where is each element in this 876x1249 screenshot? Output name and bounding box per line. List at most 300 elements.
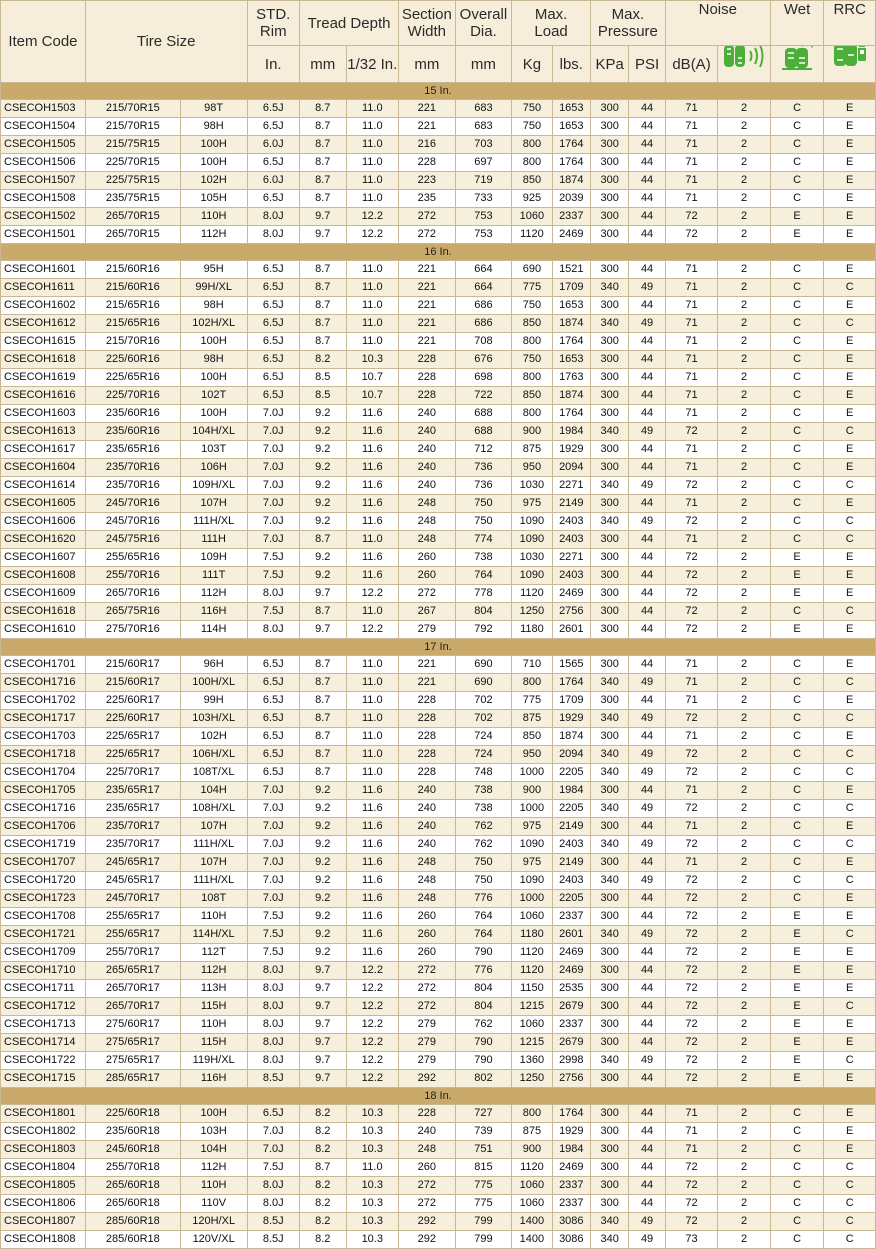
- overall-dia-cell: 708: [455, 333, 512, 351]
- table-row: [1, 405, 876, 423]
- max-pressure-psi-cell: 49: [629, 513, 665, 531]
- tire-size-cell: 215/65R16: [85, 297, 180, 315]
- tread-mm-cell: 9.2: [300, 441, 346, 459]
- table-row: [1, 746, 876, 764]
- std-rim-cell: 7.5J: [247, 567, 300, 585]
- max-pressure-kpa-cell: 300: [591, 585, 629, 603]
- item-code-cell: CSECOH1719: [1, 836, 86, 854]
- tire-size-cell: 265/75R16: [85, 603, 180, 621]
- item-code-cell: CSECOH1709: [1, 944, 86, 962]
- wet-grade-cell: E: [770, 1016, 824, 1034]
- load-speed-index-cell: 100H: [180, 154, 247, 172]
- load-speed-index-cell: 109H/XL: [180, 477, 247, 495]
- rrc-grade-cell: E: [824, 351, 876, 369]
- max-pressure-kpa-cell: 300: [591, 1016, 629, 1034]
- wet-grade-cell: C: [770, 674, 824, 692]
- noise-class-cell: 2: [718, 369, 771, 387]
- item-code-cell: CSECOH1723: [1, 890, 86, 908]
- section-width-cell: 248: [399, 513, 456, 531]
- max-load-lbs-cell: 1653: [552, 118, 590, 136]
- max-load-lbs-cell: 2271: [552, 477, 590, 495]
- section-width-cell: 240: [399, 459, 456, 477]
- load-speed-index-cell: 112H: [180, 1159, 247, 1177]
- item-code-cell: CSECOH1712: [1, 998, 86, 1016]
- tire-size-cell: 245/70R17: [85, 890, 180, 908]
- max-load-lbs-cell: 2094: [552, 746, 590, 764]
- max-pressure-kpa-cell: 300: [591, 998, 629, 1016]
- max-pressure-kpa-cell: 300: [591, 531, 629, 549]
- max-pressure-kpa-cell: 300: [591, 495, 629, 513]
- std-rim-cell: 7.0J: [247, 1123, 300, 1141]
- tread-mm-cell: 8.7: [300, 603, 346, 621]
- max-pressure-psi-cell: 49: [629, 423, 665, 441]
- section-width-cell: 221: [399, 315, 456, 333]
- noise-class-cell: 2: [718, 962, 771, 980]
- rrc-grade-cell: C: [824, 477, 876, 495]
- overall-dia-cell: 702: [455, 710, 512, 728]
- std-rim-cell: 6.5J: [247, 1105, 300, 1123]
- noise-dba-cell: 72: [665, 585, 718, 603]
- overall-dia-cell: 776: [455, 890, 512, 908]
- table-row: [1, 279, 876, 297]
- std-rim-cell: 7.5J: [247, 908, 300, 926]
- table-row: [1, 261, 876, 279]
- wet-grade-cell: C: [770, 351, 824, 369]
- std-rim-cell: 6.0J: [247, 136, 300, 154]
- load-speed-index-cell: 98T: [180, 100, 247, 118]
- rrc-grade-cell: C: [824, 1195, 876, 1213]
- tire-size-cell: 225/60R17: [85, 710, 180, 728]
- rrc-grade-cell: E: [824, 728, 876, 746]
- max-load-kg-cell: 1060: [512, 208, 552, 226]
- tread-32in-cell: 11.0: [346, 674, 399, 692]
- max-load-kg-cell: 1060: [512, 1195, 552, 1213]
- noise-dba-cell: 72: [665, 746, 718, 764]
- max-pressure-psi-cell: 44: [629, 980, 665, 998]
- overall-dia-cell: 736: [455, 459, 512, 477]
- tread-mm-cell: 8.7: [300, 261, 346, 279]
- item-code-cell: CSECOH1721: [1, 926, 86, 944]
- tread-32in-cell: 11.6: [346, 908, 399, 926]
- max-pressure-psi-cell: 49: [629, 836, 665, 854]
- std-rim-cell: 8.0J: [247, 208, 300, 226]
- max-pressure-psi-cell: 44: [629, 656, 665, 674]
- max-pressure-psi-cell: 44: [629, 369, 665, 387]
- noise-dba-cell: 71: [665, 333, 718, 351]
- tread-32in-cell: 10.3: [346, 351, 399, 369]
- tire-size-cell: 235/70R17: [85, 818, 180, 836]
- rrc-header: RRC: [824, 1, 876, 46]
- item-code-cell: CSECOH1705: [1, 782, 86, 800]
- std-rim-cell: 6.5J: [247, 279, 300, 297]
- overall-dia-cell: 778: [455, 585, 512, 603]
- max-pressure-psi-cell: 44: [629, 441, 665, 459]
- tread-32in-cell: 11.6: [346, 405, 399, 423]
- max-pressure-kpa-cell: 300: [591, 154, 629, 172]
- max-load-lbs-cell: 1764: [552, 136, 590, 154]
- tire-size-cell: 215/60R17: [85, 674, 180, 692]
- load-speed-index-cell: 114H: [180, 621, 247, 639]
- tire-size-cell: 235/70R16: [85, 477, 180, 495]
- noise-class-cell: 2: [718, 567, 771, 585]
- item-code-cell: CSECOH1604: [1, 459, 86, 477]
- max-load-kg-cell: 900: [512, 1141, 552, 1159]
- noise-class-cell: 2: [718, 656, 771, 674]
- max-pressure-psi-cell: 44: [629, 1105, 665, 1123]
- max-load-lbs-cell: 1709: [552, 692, 590, 710]
- std-rim-cell: 8.0J: [247, 621, 300, 639]
- max-pressure-psi-cell: 44: [629, 1195, 665, 1213]
- section-width-cell: 272: [399, 962, 456, 980]
- std-rim-cell: 6.5J: [247, 387, 300, 405]
- max-load-kg-cell: 1090: [512, 567, 552, 585]
- rim-size-section-label: 16 In.: [1, 244, 876, 261]
- noise-class-cell: 2: [718, 1213, 771, 1231]
- max-load-kg-cell: 1060: [512, 908, 552, 926]
- noise-class-cell: 2: [718, 692, 771, 710]
- overall-dia-cell: 775: [455, 1195, 512, 1213]
- item-code-header: Item Code: [1, 1, 86, 83]
- max-load-kg-cell: 775: [512, 279, 552, 297]
- table-row: [1, 1070, 876, 1088]
- max-pressure-psi-cell: 44: [629, 1159, 665, 1177]
- max-pressure-psi-cell: 44: [629, 333, 665, 351]
- section-width-cell: 279: [399, 1016, 456, 1034]
- noise-class-cell: 2: [718, 998, 771, 1016]
- section-width-cell: 272: [399, 1177, 456, 1195]
- tread-32in-cell: 11.6: [346, 549, 399, 567]
- load-speed-index-cell: 111H/XL: [180, 513, 247, 531]
- tread-32in-cell: 11.6: [346, 836, 399, 854]
- tread-mm-cell: 8.2: [300, 1177, 346, 1195]
- noise-dba-cell: 71: [665, 495, 718, 513]
- tread-mm-cell: 9.7: [300, 1070, 346, 1088]
- tread-mm-cell: 8.7: [300, 190, 346, 208]
- tread-32in-cell: 10.7: [346, 369, 399, 387]
- max-pressure-kpa-cell: 340: [591, 423, 629, 441]
- sw-mm-unit: mm: [399, 46, 456, 83]
- noise-class-cell: 2: [718, 818, 771, 836]
- rrc-grade-cell: E: [824, 190, 876, 208]
- max-pressure-kpa-cell: 300: [591, 405, 629, 423]
- noise-dba-cell: 71: [665, 351, 718, 369]
- max-pressure-kpa-cell: 300: [591, 728, 629, 746]
- noise-dba-cell: 72: [665, 423, 718, 441]
- max-load-kg-cell: 1120: [512, 585, 552, 603]
- noise-class-cell: 2: [718, 854, 771, 872]
- dba-unit: dB(A): [665, 46, 718, 83]
- overall-dia-cell: 815: [455, 1159, 512, 1177]
- noise-dba-cell: 71: [665, 190, 718, 208]
- table-row: [1, 872, 876, 890]
- load-speed-index-cell: 96H: [180, 656, 247, 674]
- load-speed-index-cell: 100H: [180, 136, 247, 154]
- tread-32in-cell: 11.0: [346, 692, 399, 710]
- overall-dia-cell: 750: [455, 513, 512, 531]
- overall-dia-cell: 750: [455, 854, 512, 872]
- std-rim-cell: 6.5J: [247, 692, 300, 710]
- tread-32in-cell: 11.0: [346, 315, 399, 333]
- item-code-cell: CSECOH1618: [1, 351, 86, 369]
- tread-32in-unit: 1/32 In.: [346, 46, 399, 83]
- item-code-cell: CSECOH1618: [1, 603, 86, 621]
- max-pressure-kpa-cell: 300: [591, 1123, 629, 1141]
- rrc-grade-cell: C: [824, 531, 876, 549]
- noise-dba-cell: 71: [665, 315, 718, 333]
- tread-32in-cell: 11.6: [346, 477, 399, 495]
- load-speed-index-cell: 98H: [180, 297, 247, 315]
- max-load-lbs-cell: 2469: [552, 962, 590, 980]
- table-row: [1, 118, 876, 136]
- tire-size-cell: 235/70R17: [85, 836, 180, 854]
- load-speed-index-cell: 104H/XL: [180, 423, 247, 441]
- std-rim-cell: 6.5J: [247, 333, 300, 351]
- overall-dia-cell: 804: [455, 603, 512, 621]
- max-load-kg-cell: 800: [512, 405, 552, 423]
- std-rim-cell: 7.0J: [247, 495, 300, 513]
- table-row: [1, 890, 876, 908]
- tire-size-cell: 235/75R15: [85, 190, 180, 208]
- tread-32in-cell: 11.6: [346, 782, 399, 800]
- item-code-cell: CSECOH1619: [1, 369, 86, 387]
- section-width-cell: 228: [399, 351, 456, 369]
- load-speed-index-cell: 102H/XL: [180, 315, 247, 333]
- load-speed-index-cell: 99H: [180, 692, 247, 710]
- wet-grade-cell: C: [770, 477, 824, 495]
- table-row: [1, 1016, 876, 1034]
- noise-class-cell: 2: [718, 172, 771, 190]
- std-rim-cell: 7.0J: [247, 836, 300, 854]
- noise-class-cell: 2: [718, 279, 771, 297]
- overall-dia-cell: 703: [455, 136, 512, 154]
- max-pressure-kpa-cell: 340: [591, 674, 629, 692]
- overall-dia-cell: 733: [455, 190, 512, 208]
- item-code-cell: CSECOH1702: [1, 692, 86, 710]
- tread-32in-cell: 11.6: [346, 441, 399, 459]
- std-rim-cell: 8.5J: [247, 1213, 300, 1231]
- rrc-grade-cell: E: [824, 585, 876, 603]
- rrc-grade-cell: C: [824, 423, 876, 441]
- section-width-cell: 221: [399, 656, 456, 674]
- table-row: [1, 1213, 876, 1231]
- load-speed-index-cell: 103H/XL: [180, 710, 247, 728]
- max-pressure-kpa-cell: 300: [591, 782, 629, 800]
- load-speed-index-cell: 109H: [180, 549, 247, 567]
- section-width-cell: 248: [399, 854, 456, 872]
- table-row: [1, 459, 876, 477]
- table-row: [1, 1034, 876, 1052]
- table-row: [1, 567, 876, 585]
- std-rim-cell: 8.5J: [247, 1231, 300, 1249]
- noise-class-cell: 2: [718, 764, 771, 782]
- noise-dba-cell: 72: [665, 998, 718, 1016]
- load-speed-index-cell: 108H/XL: [180, 800, 247, 818]
- rrc-grade-cell: E: [824, 656, 876, 674]
- max-pressure-kpa-cell: 300: [591, 387, 629, 405]
- tread-32in-cell: 11.0: [346, 190, 399, 208]
- noise-class-cell: 2: [718, 333, 771, 351]
- wet-grade-cell: E: [770, 621, 824, 639]
- wet-grade-cell: C: [770, 1231, 824, 1249]
- max-pressure-kpa-cell: 300: [591, 100, 629, 118]
- noise-class-cell: 2: [718, 441, 771, 459]
- noise-class-cell: 2: [718, 118, 771, 136]
- tread-32in-cell: 10.3: [346, 1231, 399, 1249]
- section-header-row: [1, 1088, 876, 1105]
- max-load-kg-cell: 1250: [512, 1070, 552, 1088]
- wet-grade-cell: C: [770, 405, 824, 423]
- rrc-grade-cell: E: [824, 1016, 876, 1034]
- load-speed-index-cell: 98H: [180, 118, 247, 136]
- std-rim-header: STD. Rim: [247, 1, 300, 46]
- tire-size-cell: 225/60R16: [85, 351, 180, 369]
- rrc-grade-cell: E: [824, 567, 876, 585]
- wet-grade-cell: C: [770, 800, 824, 818]
- std-rim-cell: 6.5J: [247, 656, 300, 674]
- overall-dia-cell: 738: [455, 800, 512, 818]
- wet-grade-cell: C: [770, 172, 824, 190]
- std-rim-cell: 7.0J: [247, 477, 300, 495]
- std-rim-cell: 7.0J: [247, 513, 300, 531]
- max-load-lbs-cell: 1874: [552, 172, 590, 190]
- tire-size-cell: 245/65R17: [85, 872, 180, 890]
- noise-dba-cell: 72: [665, 926, 718, 944]
- max-load-kg-cell: 900: [512, 423, 552, 441]
- max-load-kg-cell: 850: [512, 728, 552, 746]
- noise-class-cell: 2: [718, 621, 771, 639]
- overall-dia-cell: 753: [455, 208, 512, 226]
- tire-size-cell: 215/70R15: [85, 118, 180, 136]
- tire-size-cell: 285/60R18: [85, 1231, 180, 1249]
- item-code-cell: CSECOH1711: [1, 980, 86, 998]
- noise-class-cell: 2: [718, 190, 771, 208]
- tire-size-cell: 225/70R17: [85, 764, 180, 782]
- section-width-cell: 235: [399, 190, 456, 208]
- wet-grade-cell: C: [770, 1105, 824, 1123]
- tire-size-cell: 265/70R15: [85, 208, 180, 226]
- tire-size-cell: 225/70R16: [85, 387, 180, 405]
- load-speed-index-cell: 107H: [180, 854, 247, 872]
- load-speed-index-cell: 115H: [180, 1034, 247, 1052]
- std-rim-cell: 8.0J: [247, 585, 300, 603]
- overall-dia-cell: 688: [455, 423, 512, 441]
- max-pressure-psi-cell: 44: [629, 818, 665, 836]
- item-code-cell: CSECOH1612: [1, 315, 86, 333]
- rrc-grade-cell: E: [824, 1141, 876, 1159]
- std-rim-cell: 7.0J: [247, 890, 300, 908]
- tire-size-cell: 225/65R17: [85, 746, 180, 764]
- overall-dia-cell: 762: [455, 836, 512, 854]
- tread-mm-cell: 9.2: [300, 836, 346, 854]
- noise-class-cell: 2: [718, 603, 771, 621]
- max-pressure-kpa-cell: 340: [591, 1213, 629, 1231]
- max-pressure-kpa-cell: 340: [591, 477, 629, 495]
- item-code-cell: CSECOH1504: [1, 118, 86, 136]
- std-rim-cell: 7.0J: [247, 782, 300, 800]
- tread-mm-cell: 8.7: [300, 531, 346, 549]
- load-speed-index-cell: 116H: [180, 1070, 247, 1088]
- max-load-kg-cell: 1180: [512, 621, 552, 639]
- load-speed-index-cell: 113H: [180, 980, 247, 998]
- item-code-cell: CSECOH1802: [1, 1123, 86, 1141]
- max-load-lbs-cell: 1764: [552, 674, 590, 692]
- item-code-cell: CSECOH1716: [1, 800, 86, 818]
- overall-dia-cell: 776: [455, 962, 512, 980]
- tread-mm-cell: 9.7: [300, 585, 346, 603]
- tread-mm-cell: 9.2: [300, 567, 346, 585]
- tread-32in-cell: 10.3: [346, 1177, 399, 1195]
- item-code-cell: CSECOH1616: [1, 387, 86, 405]
- noise-dba-cell: 72: [665, 1052, 718, 1070]
- tire-size-cell: 215/70R15: [85, 100, 180, 118]
- section-width-cell: 228: [399, 369, 456, 387]
- overall-dia-cell: 764: [455, 926, 512, 944]
- noise-dba-cell: 72: [665, 1213, 718, 1231]
- section-width-cell: 228: [399, 692, 456, 710]
- tire-size-cell: 265/70R17: [85, 980, 180, 998]
- section-width-cell: 279: [399, 1052, 456, 1070]
- max-pressure-psi-cell: 49: [629, 1213, 665, 1231]
- load-speed-index-cell: 103H: [180, 1123, 247, 1141]
- tread-mm-cell: 9.2: [300, 818, 346, 836]
- max-pressure-psi-cell: 44: [629, 172, 665, 190]
- section-width-cell: 240: [399, 441, 456, 459]
- max-pressure-kpa-cell: 300: [591, 459, 629, 477]
- table-row: [1, 549, 876, 567]
- section-header-row: [1, 639, 876, 656]
- noise-dba-cell: 71: [665, 154, 718, 172]
- item-code-cell: CSECOH1707: [1, 854, 86, 872]
- max-load-kg-cell: 850: [512, 172, 552, 190]
- noise-class-cell: 2: [718, 351, 771, 369]
- item-code-cell: CSECOH1801: [1, 1105, 86, 1123]
- noise-class-cell: 2: [718, 908, 771, 926]
- wet-grip-icon: [770, 46, 824, 83]
- tread-32in-cell: 11.6: [346, 567, 399, 585]
- rrc-grade-cell: E: [824, 118, 876, 136]
- item-code-cell: CSECOH1505: [1, 136, 86, 154]
- section-width-cell: 228: [399, 764, 456, 782]
- max-pressure-kpa-cell: 300: [591, 441, 629, 459]
- max-load-kg-cell: 1215: [512, 1034, 552, 1052]
- noise-class-cell: 2: [718, 782, 771, 800]
- tire-size-header: Tire Size: [85, 1, 247, 83]
- tread-mm-cell: 9.2: [300, 854, 346, 872]
- max-pressure-psi-cell: 44: [629, 1070, 665, 1088]
- max-load-kg-cell: 750: [512, 118, 552, 136]
- item-code-cell: CSECOH1614: [1, 477, 86, 495]
- max-pressure-psi-cell: 44: [629, 208, 665, 226]
- load-speed-index-cell: 99H/XL: [180, 279, 247, 297]
- max-load-lbs-cell: 1874: [552, 728, 590, 746]
- load-speed-index-cell: 100H/XL: [180, 674, 247, 692]
- table-row: [1, 782, 876, 800]
- rrc-grade-cell: E: [824, 908, 876, 926]
- item-code-cell: CSECOH1615: [1, 333, 86, 351]
- noise-class-cell: 2: [718, 585, 771, 603]
- tread-mm-cell: 8.2: [300, 351, 346, 369]
- max-load-kg-cell: 1120: [512, 962, 552, 980]
- tire-size-cell: 265/70R16: [85, 585, 180, 603]
- tire-size-cell: 285/60R18: [85, 1213, 180, 1231]
- max-load-kg-cell: 900: [512, 782, 552, 800]
- overall-dia-cell: 702: [455, 692, 512, 710]
- tread-32in-cell: 12.2: [346, 621, 399, 639]
- load-speed-index-cell: 100H: [180, 1105, 247, 1123]
- tread-32in-cell: 11.6: [346, 926, 399, 944]
- tire-size-cell: 225/60R18: [85, 1105, 180, 1123]
- max-pressure-kpa-cell: 300: [591, 692, 629, 710]
